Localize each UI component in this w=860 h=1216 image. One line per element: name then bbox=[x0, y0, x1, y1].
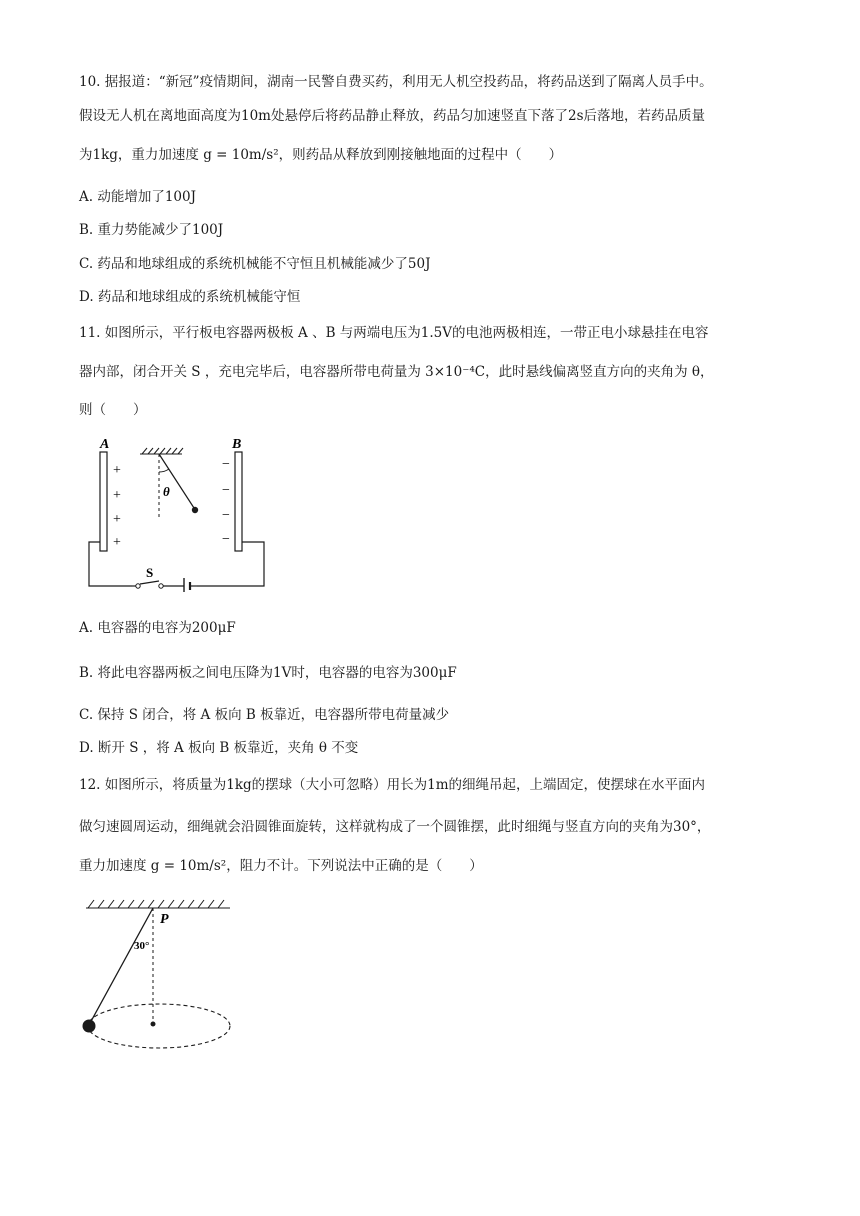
switch-contact bbox=[136, 584, 140, 588]
minus-sign: − bbox=[222, 532, 230, 547]
ceiling-hatch bbox=[140, 448, 183, 454]
angle-30-label: 30° bbox=[134, 940, 150, 952]
q11-stem-line-1: 11. 如图所示，平行板电容器两极板 A 、B 与两端电压为1.5V的电池两极相连，一带正电小球悬挂在电容 bbox=[79, 325, 709, 341]
circle-center-point bbox=[151, 1022, 156, 1027]
conical-pendulum-figure bbox=[78, 888, 238, 1063]
plus-sign: + bbox=[113, 488, 121, 503]
plus-sign: + bbox=[113, 535, 121, 550]
plus-sign: + bbox=[113, 463, 121, 478]
minus-sign: − bbox=[222, 457, 230, 472]
q11-stem-line-2: 器内部，闭合开关 S ，充电完毕后，电容器所带电荷量为 3×10⁻⁴C，此时悬线偏离竖直方向的夹角为 θ， bbox=[79, 364, 714, 380]
plus-sign: + bbox=[113, 512, 121, 527]
q12-stem-line-2: 做匀速圆周运动，细绳就会沿圆锥面旋转，这样就构成了一个圆锥摆，此时细绳与竖直方向的夹角为30°， bbox=[79, 819, 711, 835]
q10-option-d: D. 药品和地球组成的系统机械能守恒 bbox=[79, 289, 301, 305]
q12-stem-line-1: 12. 如图所示，将质量为1kg的摆球（大小可忽略）用长为1m的细绳吊起，上端固定，使摆球在水平面内 bbox=[79, 777, 706, 793]
pendulum-ball bbox=[83, 1020, 96, 1033]
q10-option-a: A. 动能增加了100J bbox=[79, 189, 197, 205]
q11-option-a: A. 电容器的电容为200μF bbox=[79, 620, 236, 636]
angle-arc bbox=[159, 469, 169, 472]
plate-a-label: A bbox=[100, 437, 110, 452]
minus-sign: − bbox=[222, 508, 230, 523]
q11-stem-line-3: 则（ ） bbox=[79, 402, 147, 418]
q10-stem-line-2: 假设无人机在离地面高度为10m处悬停后将药品静止释放，药品匀加速竖直下落了2s后落地，若药品质量 bbox=[79, 108, 705, 124]
plate-b bbox=[235, 452, 242, 551]
thread bbox=[159, 454, 194, 508]
q10-stem-line-1: 10. 据报道：“新冠”疫情期间，湖南一民警自费买药，利用无人机空投药品，将药品送到了隔离人员手中。 bbox=[79, 74, 713, 90]
q12-stem-line-3: 重力加速度 g = 10m/s²，阻力不计。下列说法中正确的是（ ） bbox=[79, 858, 483, 874]
capacitor-figure bbox=[80, 432, 275, 592]
plate-b-label: B bbox=[232, 437, 242, 452]
q10-option-c: C. 药品和地球组成的系统机械能不守恒且机械能减少了50J bbox=[79, 256, 431, 272]
q11-option-c: C. 保持 S 闭合，将 A 板向 B 板靠近，电容器所带电荷量减少 bbox=[79, 707, 450, 723]
switch-label: S bbox=[146, 565, 154, 580]
switch-contact bbox=[159, 584, 163, 588]
switch-lever bbox=[140, 581, 159, 584]
minus-sign: − bbox=[222, 483, 230, 498]
q10-stem-line-3: 为1kg，重力加速度 g = 10m/s²，则药品从释放到刚接触地面的过程中（ ） bbox=[79, 147, 563, 163]
plate-a bbox=[100, 452, 107, 551]
angle-theta-label: θ bbox=[163, 484, 170, 499]
circuit-wire-right bbox=[197, 542, 264, 586]
circular-path bbox=[88, 1004, 230, 1048]
circuit-wire-left bbox=[89, 542, 132, 586]
q11-option-d: D. 断开 S ，将 A 板向 B 板靠近，夹角 θ 不变 bbox=[79, 740, 359, 756]
charged-ball bbox=[192, 507, 198, 513]
pivot-point-label: P bbox=[160, 912, 169, 927]
ceiling-hatch bbox=[86, 900, 230, 908]
q10-option-b: B. 重力势能减少了100J bbox=[79, 222, 224, 238]
q11-option-b: B. 将此电容器两板之间电压降为1V时，电容器的电容为300μF bbox=[79, 665, 457, 681]
